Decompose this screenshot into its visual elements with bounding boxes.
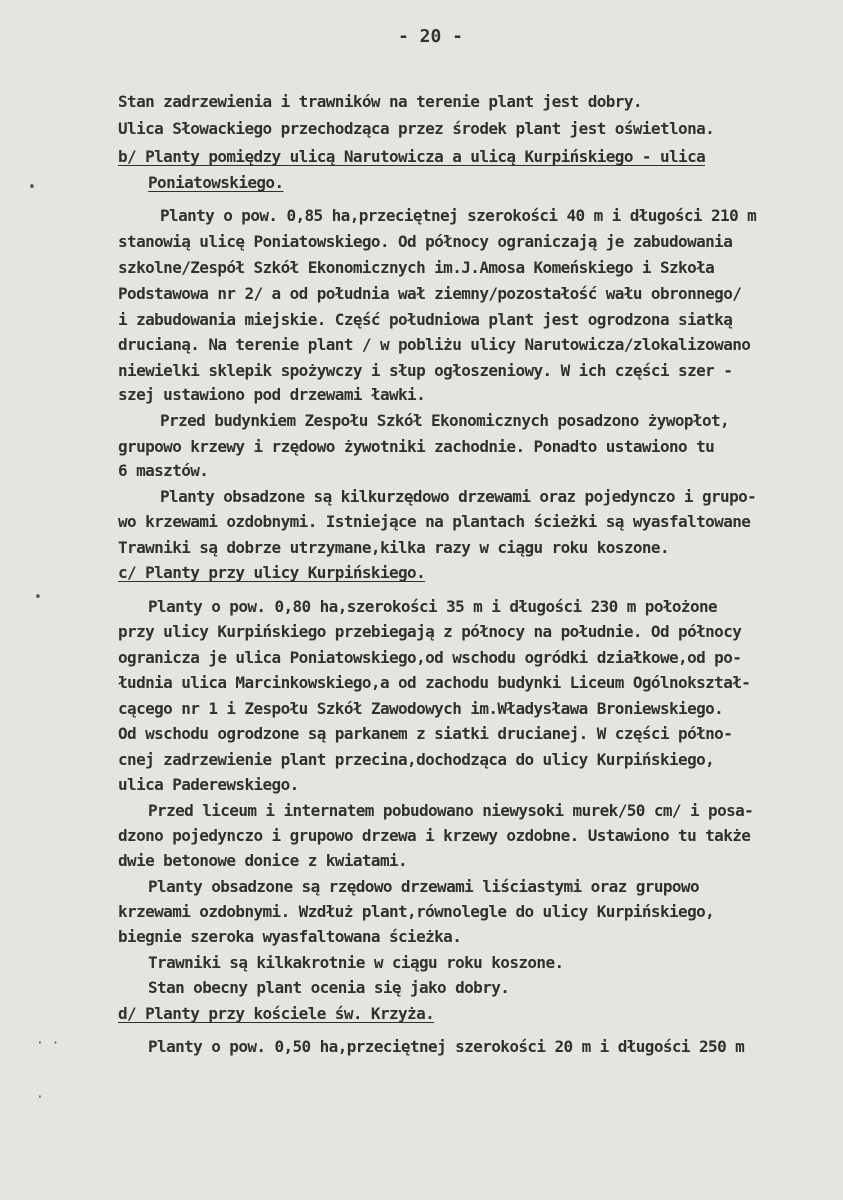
margin-mark: · xyxy=(36,1090,44,1105)
text-line: 6 masztów. xyxy=(118,461,209,480)
text-line: niewielki sklepik spożywczy i słup ogłoszeniowy. W ich części szer - xyxy=(118,361,733,380)
text-line: wo krzewami ozdobnymi. Istniejące na plantach ścieżki są wyasfaltowane xyxy=(118,512,751,531)
text-line: cnej zadrzewienie plant przecina,dochodząca do ulicy Kurpińskiego, xyxy=(118,750,715,769)
text-line: Planty obsadzone są kilkurzędowo drzewami oraz pojedynczo i grupo- xyxy=(160,487,757,506)
text-line: dzono pojedynczo i grupowo drzewa i krzewy ozdobne. Ustawiono tu także xyxy=(118,826,751,845)
text-line: Planty obsadzone są rzędowo drzewami liściastymi oraz grupowo xyxy=(148,877,700,896)
text-line: Trawniki są dobrze utrzymane,kilka razy w ciągu roku koszone. xyxy=(118,538,670,557)
text-line: krzewami ozdobnymi. Wzdłuż plant,równolegle do ulicy Kurpińskiego, xyxy=(118,902,715,921)
text-line: cącego nr 1 i Zespołu Szkół Zawodowych im.Władysława Broniewskiego. xyxy=(118,699,724,718)
margin-mark: · · xyxy=(36,1036,60,1051)
text-line: dwie betonowe donice z kwiatami. xyxy=(118,851,408,870)
section-heading-b-cont: Poniatowskiego. xyxy=(148,173,284,192)
text-line: Stan zadrzewienia i trawników na terenie plant jest dobry. xyxy=(118,92,642,111)
text-line: Podstawowa nr 2/ a od południa wał ziemny/pozostałość wału obronnego/ xyxy=(118,284,742,303)
text-line: Planty o pow. 0,80 ha,szerokości 35 m i długości 230 m położone xyxy=(148,597,718,616)
text-line: Stan obecny plant ocenia się jako dobry. xyxy=(148,978,510,997)
text-line: przy ulicy Kurpińskiego przebiegają z północy na południe. Od północy xyxy=(118,622,742,641)
section-heading-c: c/ Planty przy ulicy Kurpińskiego. xyxy=(118,563,426,582)
section-heading-b: b/ Planty pomiędzy ulicą Narutowicza a ulicą Kurpińskiego - ulica xyxy=(118,147,706,166)
text-line: Trawniki są kilkakrotnie w ciągu roku koszone. xyxy=(148,953,564,972)
text-line: Planty o pow. 0,85 ha,przeciętnej szerokości 40 m i długości 210 m xyxy=(160,206,757,225)
text-line: ogranicza je ulica Poniatowskiego,od wschodu ogródki działkowe,od po- xyxy=(118,648,742,667)
text-line: Ulica Słowackiego przechodząca przez środek plant jest oświetlona. xyxy=(118,119,715,138)
page-number: - 20 - xyxy=(398,26,464,47)
section-heading-d: d/ Planty przy kościele św. Krzyża. xyxy=(118,1004,435,1023)
text-line: Od wschodu ogrodzone są parkanem z siatki drucianej. W części półno- xyxy=(118,724,733,743)
text-line: drucianą. Na terenie plant / w pobliżu ulicy Narutowicza/zlokalizowano xyxy=(118,335,751,354)
text-line: i zabudowania miejskie. Część południowa plant jest ogrodzona siatką xyxy=(118,310,733,329)
text-line: biegnie szeroka wyasfaltowana ścieżka. xyxy=(118,927,462,946)
text-line: Przed liceum i internatem pobudowano niewysoki murek/50 cm/ i posa- xyxy=(148,801,754,820)
text-line: grupowo krzewy i rzędowo żywotniki zachodnie. Ponadto ustawiono tu xyxy=(118,437,715,456)
text-line: szej ustawiono pod drzewami ławki. xyxy=(118,385,426,404)
margin-mark: • xyxy=(28,180,36,195)
text-line: ulica Paderewskiego. xyxy=(118,775,299,794)
text-line: Przed budynkiem Zespołu Szkół Ekonomicznych posadzono żywopłot, xyxy=(160,411,730,430)
text-line: Planty o pow. 0,50 ha,przeciętnej szerokości 20 m i długości 250 m xyxy=(148,1037,745,1056)
text-line: szkolne/Zespół Szkół Ekonomicznych im.J.Amosa Komeńskiego i Szkoła xyxy=(118,258,715,277)
margin-mark: • xyxy=(34,590,42,605)
text-line: stanowią ulicę Poniatowskiego. Od północy ograniczają je zabudowania xyxy=(118,232,733,251)
text-line: łudnia ulica Marcinkowskiego,a od zachodu budynki Liceum Ogólnokształ- xyxy=(118,673,751,692)
